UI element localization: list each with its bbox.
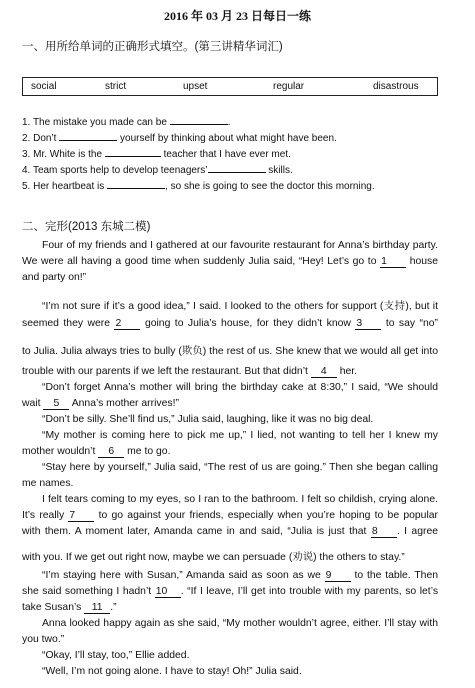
passage-line: Anna looked happy again as she said, “My mother wouldn’t agree, either. I’ll stay with — [42, 618, 438, 629]
answer-blank[interactable]: 11 — [84, 603, 110, 614]
passage-line: “Okay, I’ll stay, too,” Ellie added. — [42, 650, 190, 661]
exercise-2: 2. Don’t yourself by thinking about what might have been. — [22, 130, 337, 144]
passage-line: “Well, I’m not going alone. I have to stay! Oh!” Julia said. — [42, 666, 302, 677]
exercise-5: 5. Her heartbeat is , so she is going to see the doctor this morning. — [22, 178, 375, 192]
passage-line: I felt tears coming to my eyes, so I ran to the bathroom. I felt so childish, crying alone. — [42, 494, 438, 505]
answer-blank[interactable]: 2 — [114, 319, 140, 330]
answer-blank[interactable] — [59, 130, 117, 141]
passage-line: and party on!” — [22, 272, 87, 283]
answer-blank[interactable] — [107, 178, 165, 189]
passage-line: We were all having a good time when suddenly Julia said, “Hey! Let’s go to 1 house — [22, 256, 438, 267]
exercise-3: 3. Mr. White is the teacher that I have ever met. — [22, 146, 291, 160]
word-item: disastrous — [373, 81, 419, 92]
answer-blank[interactable]: 1 — [380, 257, 406, 268]
answer-blank[interactable] — [170, 114, 228, 125]
section2-heading: 二、完形(2013 东城二模) — [22, 221, 151, 233]
section1-heading: 一、用所给单词的正确形式填空。(第三讲精华词汇) — [22, 41, 283, 53]
passage-line: seemed they were 2 going to Julia’s house, for they didn’t know 3 to say “no” — [22, 318, 439, 329]
passage-line: “Don’t be silly. She’ll find us,” Julia said, laughing, like it was no big deal. — [42, 414, 374, 425]
passage-line: “I’m not sure if it’s a good idea,” I said. I looked to the others for support (支持), but it — [42, 301, 438, 312]
passage-line: take Susan’s 11 .” — [22, 602, 117, 613]
passage-line: “My mother is coming here to pick me up,” I lied, not wanting to tell her I knew my — [42, 430, 438, 441]
passage-line: me names. — [22, 478, 74, 489]
exercise-4: 4. Team sports help to develop teenagers’ skills. — [22, 162, 293, 176]
passage-line: you two.” — [22, 634, 65, 645]
word-item: social — [31, 81, 57, 92]
passage-line: she said something I hadn’t 10 . “If I leave, I’ll get into trouble with my parents, so let’s — [22, 586, 439, 597]
passage-line: mother wouldn’t 6 me to go. — [22, 446, 171, 457]
word-item: regular — [273, 81, 305, 92]
passage-line: to Julia. Julia always tries to bully (欺负) the rest of us. She knew that we would all get into — [22, 346, 438, 357]
word-item: strict — [105, 81, 127, 92]
passage-line: “Don’t forget Anna’s mother will bring the birthday cake at 8:30,” I said, “We should — [42, 382, 438, 393]
answer-blank[interactable]: 6 — [98, 447, 124, 458]
exercise-1: 1. The mistake you made can be . — [22, 114, 230, 128]
answer-blank[interactable] — [105, 146, 161, 157]
passage-line: “Stay here by yourself,” Julia said, “The rest of us are going.” Then she began calling — [42, 462, 438, 473]
passage-line: wait 5 Anna’s mother arrives!” — [22, 398, 179, 409]
word-item: upset — [183, 81, 208, 92]
answer-blank[interactable]: 5 — [43, 399, 69, 410]
passage-line: with you. If we get out right now, maybe we can persuade (劝说) the others to stay.” — [22, 552, 405, 563]
passage-line: “I’m staying here with Susan,” Amanda said as soon as we 9 to the table. Then — [42, 570, 439, 581]
passage-line: trouble with our parents if we left the restaurant. But that didn’t 4 her. — [22, 366, 358, 377]
passage-line: Four of my friends and I gathered at our favourite restaurant for Anna’s birthday party. — [42, 240, 438, 251]
passage-line: It’s really 7 to go against your friends, especially when you’re hoping to be popular — [22, 510, 438, 521]
answer-blank[interactable] — [208, 162, 266, 173]
answer-blank[interactable]: 9 — [325, 571, 351, 582]
page-title: 2016 年 03 月 23 日每日一练 — [163, 9, 311, 23]
answer-blank[interactable]: 10 — [155, 587, 181, 598]
word-box — [22, 77, 438, 96]
passage-line: with them. A moment later, Amanda came in and said, “Julia is just that 8 . I agree — [22, 526, 438, 537]
answer-blank[interactable]: 3 — [355, 319, 381, 330]
answer-blank[interactable]: 8 — [371, 527, 397, 538]
answer-blank[interactable]: 4 — [311, 367, 337, 378]
answer-blank[interactable]: 7 — [68, 511, 94, 522]
